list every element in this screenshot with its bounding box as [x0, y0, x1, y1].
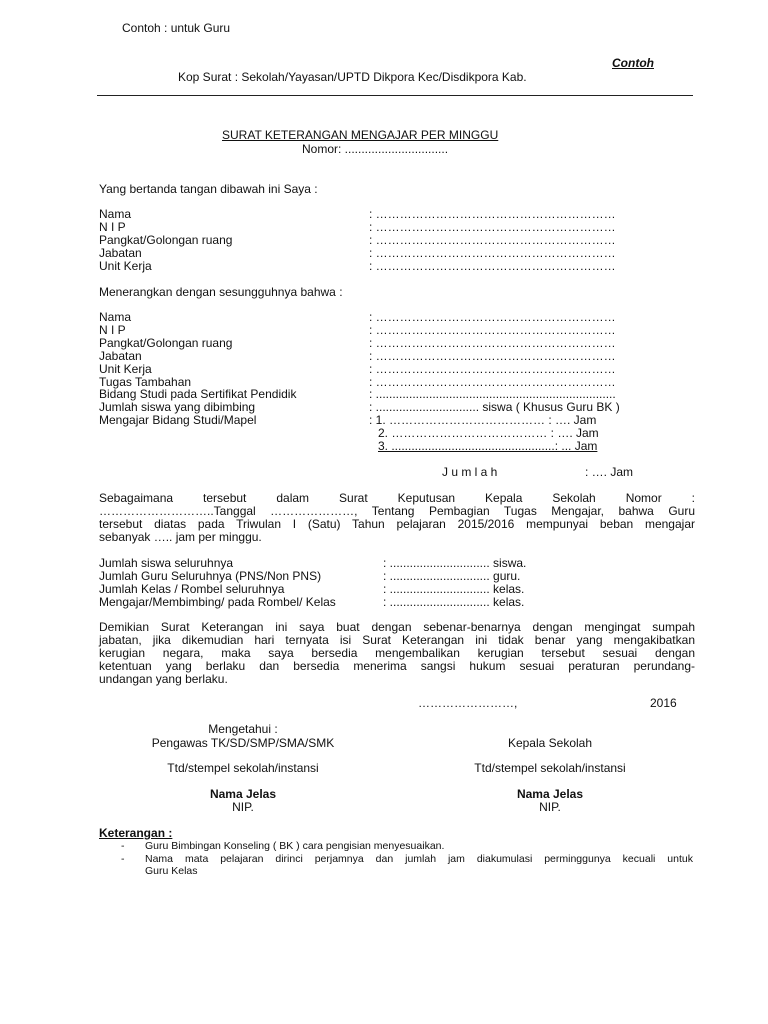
summary-label: Jumlah siswa seluruhnya	[99, 556, 234, 570]
paragraph-line: sebanyak ….. jam per minggu.	[99, 530, 262, 544]
teacher-value: : ……………………………………………………	[369, 336, 616, 350]
teacher-label: Nama	[99, 310, 132, 324]
supervisor-nip: NIP.	[232, 800, 254, 814]
paragraph-line: Sebagaimana tersebut dalam Surat Keputusan Kepala Sekolah Nomor :	[99, 491, 695, 505]
closing-line: jabatan, jika dikemudian hari ternyata isi Surat Keterangan ini tidak benar yang mengakibatkan	[99, 633, 695, 647]
supervisor-name: Nama Jelas	[209, 787, 277, 801]
signer-value: : ……………………………………………………	[369, 207, 616, 221]
teacher-value: : ........................................................................	[369, 387, 616, 401]
date-place: ……………………,	[418, 696, 518, 710]
document-title: SURAT KETERANGAN MENGAJAR PER MINGGU	[222, 128, 499, 142]
closing-line: ketentuan yang berlaku dan bersedia menerima sangsi hukum sesuai peraturan perundang-	[99, 659, 695, 673]
notes-item: Nama mata pelajaran dirinci perjamnya dan jumlah jam diakumulasi perminggunya kecuali untuk	[145, 853, 693, 865]
signer-label: N I P	[99, 220, 126, 234]
summary-label: Jumlah Kelas / Rombel seluruhnya	[99, 582, 285, 596]
summary-value: : .............................. kelas.	[383, 595, 525, 609]
teacher-value: : ……………………………………………………	[369, 349, 616, 363]
summary-label: Jumlah Guru Seluruhnya (PNS/Non PNS)	[99, 569, 322, 583]
principal-name: Nama Jelas	[516, 787, 584, 801]
teacher-value: : ……………………………………………………	[369, 323, 616, 337]
mapel-row: 2. ………………………………… : …. Jam	[378, 426, 599, 440]
summary-value: : .............................. kelas.	[383, 582, 525, 596]
letterhead-line: Kop Surat : Sekolah/Yayasan/UPTD Dikpora Kec/Disdikpora Kab.	[178, 70, 527, 84]
example-label: Contoh : untuk Guru	[122, 21, 231, 35]
signer-label: Nama	[99, 207, 132, 221]
total-value: : …. Jam	[585, 465, 634, 479]
notes-bullet: -	[121, 853, 125, 865]
teacher-value: : ............................... siswa ( Khusus Guru BK )	[369, 400, 620, 414]
date-year: 2016	[650, 696, 677, 710]
notes-bullet: -	[121, 840, 125, 852]
supervisor-stamp: Ttd/stempel sekolah/instansi	[167, 761, 319, 775]
total-label: J u m l a h	[442, 465, 498, 479]
mapel-row: 3. .................................................: ... Jam	[378, 439, 598, 453]
summary-label: Mengajar/Membimbing/ pada Rombel/ Kelas	[99, 595, 336, 609]
teacher-value: : ……………………………………………………	[369, 310, 616, 324]
teacher-label: Bidang Studi pada Sertifikat Pendidik	[99, 387, 297, 401]
summary-value: : .............................. guru.	[383, 569, 521, 583]
teacher-value: : ……………………………………………………	[369, 362, 616, 376]
summary-value: : .............................. siswa.	[383, 556, 527, 570]
signer-label: Jabatan	[99, 246, 142, 260]
teacher-label: Jabatan	[99, 349, 142, 363]
principal-nip: NIP.	[539, 800, 561, 814]
closing-line: undangan yang berlaku.	[99, 672, 228, 686]
contoh-label: Contoh	[612, 56, 654, 70]
closing-line: kerugian negara, maka saya bersedia mengembalikan kerugian tersebut sesuai dengan	[99, 646, 695, 660]
notes-title: Keterangan :	[99, 826, 173, 840]
teacher-label: Jumlah siswa yang dibimbing	[99, 400, 256, 414]
signer-label: Pangkat/Golongan ruang	[99, 233, 233, 247]
signer-value: : ……………………………………………………	[369, 233, 616, 247]
teacher-value: : ……………………………………………………	[369, 375, 616, 389]
teacher-value: : 1. ………………………………… : …. Jam	[369, 413, 597, 427]
principal-title: Kepala Sekolah	[507, 736, 593, 750]
letterhead-divider	[97, 95, 693, 96]
signer-value: : ……………………………………………………	[369, 246, 616, 260]
signer-value: : ……………………………………………………	[369, 259, 616, 273]
principal-stamp: Ttd/stempel sekolah/instansi	[474, 761, 626, 775]
teacher-label: Tugas Tambahan	[99, 375, 192, 389]
declaration-text: Menerangkan dengan sesungguhnya bahwa :	[99, 285, 343, 299]
notes-item: Guru Kelas	[145, 865, 198, 877]
teacher-label: Pangkat/Golongan ruang	[99, 336, 233, 350]
supervisor-title: Pengawas TK/SD/SMP/SMA/SMK	[151, 736, 335, 750]
closing-line: Demikian Surat Keterangan ini saya buat dengan sebenar-benarnya dengan mengingat sumpah	[99, 620, 695, 634]
acknowledged-label: Mengetahui :	[208, 722, 278, 736]
paragraph-line: ………………………..Tanggal …………………, Tentang Pembagian Tugas Mengajar, bahwa Guru	[99, 504, 695, 518]
intro-text: Yang bertanda tangan dibawah ini Saya :	[99, 182, 318, 196]
document-number: Nomor: ...............................	[302, 142, 449, 156]
signer-value: : ……………………………………………………	[369, 220, 616, 234]
signer-label: Unit Kerja	[99, 259, 152, 273]
notes-item: Guru Bimbingan Konseling ( BK ) cara pengisian menyesuaikan.	[145, 840, 445, 852]
paragraph-line: tersebut diatas pada Triwulan I (Satu) Tahun pelajaran 2015/2016 mempunyai beban mengajar	[99, 517, 695, 531]
teacher-label: Mengajar Bidang Studi/Mapel	[99, 413, 257, 427]
teacher-label: N I P	[99, 323, 126, 337]
teacher-label: Unit Kerja	[99, 362, 152, 376]
